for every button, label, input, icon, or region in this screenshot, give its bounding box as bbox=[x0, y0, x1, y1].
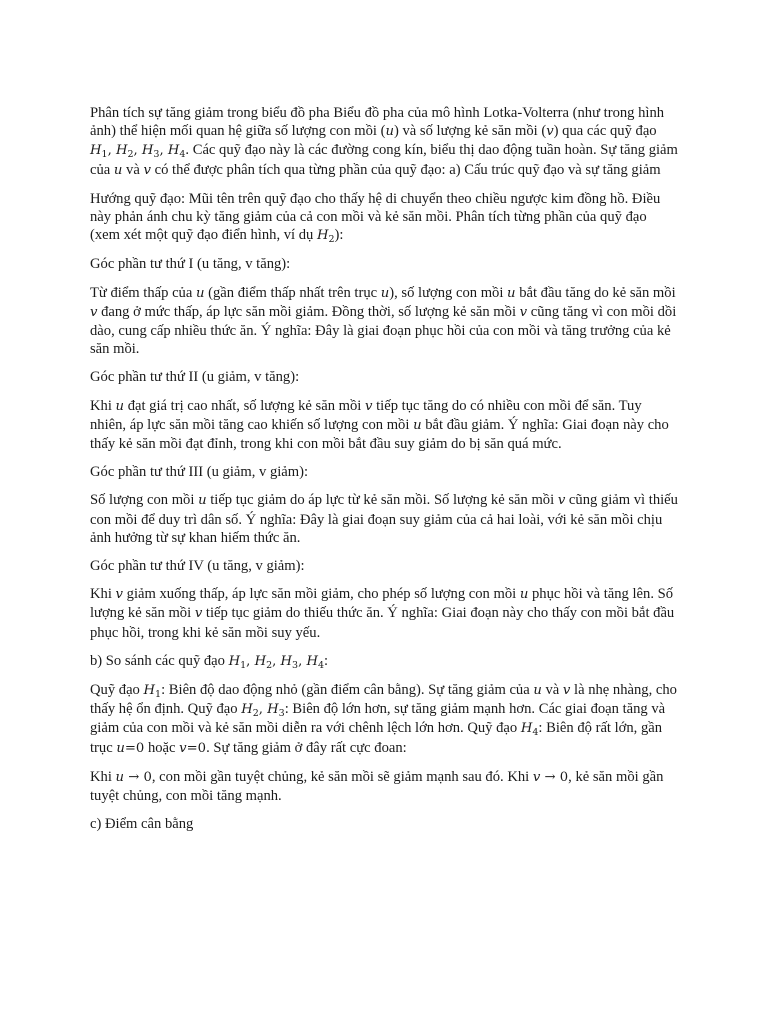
heading-equilibrium: c) Điểm cân bằng bbox=[90, 816, 194, 833]
heading-quadrant-4: Góc phần tư thứ IV (u tăng, v giảm): bbox=[90, 558, 305, 575]
math-v-to-0: v → 0 bbox=[532, 769, 569, 785]
math-v: v bbox=[519, 304, 528, 320]
paragraph-quadrant-3: Số lượng con mồi u tiếp tục giảm do áp lực từ kẻ săn mồi. Số lượng kẻ săn mồi v cũng giảm vì thiếu con mồi để duy trì dân số. Ý nghĩa: Đây là giai đoạn suy giảm của cả hai loài, với kẻ săn mồi chịu ảnh hưởng từ sự khan hiếm thức ăn. bbox=[90, 492, 678, 546]
math-u: u bbox=[385, 124, 394, 140]
math-u: u bbox=[413, 417, 422, 433]
paragraph-quadrant-2: Khi u đạt giá trị cao nhất, số lượng kẻ săn mồi v tiếp tục tăng do có nhiều con mồi để săn. Tuy nhiên, áp lực săn mồi tăng cao khiến số lượng con mồi u bắt đầu giảm. Ý nghĩa: Giai đoạn này cho thấy kẻ săn mồi đạt đỉnh, trong khi con mồi bắt đầu suy giảm do bị săn quá mức. bbox=[90, 397, 669, 453]
math-h3: $H_3$ bbox=[280, 653, 299, 671]
paragraph-intro: Phân tích sự tăng giảm trong biểu đồ pha Biểu đồ pha của mô hình Lotka-Volterra (như trong hình ảnh) thể hiện mối quan hệ giữa số lượng con mồi (u) và số lượng kẻ săn mồi (v) qua các quỹ đạo $H_1$, $H_2$, $H_3$, $H_4$. Các quỹ đạo này là các đường cong kín, biểu thị dao động tuần hoàn. Sự tăng giảm của u và v có thể được phân tích qua từng phần của quỹ đạo: a) Cấu trúc quỹ đạo và sự tăng giảm bbox=[90, 105, 678, 178]
math-h2: $H_2$ bbox=[254, 653, 273, 671]
paragraph-quadrant-1: Từ điểm thấp của u (gần điểm thấp nhất trên trục u), số lượng con mồi u bắt đầu tăng do kẻ săn mồi v đang ở mức thấp, áp lực săn mồi giảm. Đồng thời, số lượng kẻ săn mồi v cũng tăng vì con mồi dồi dào, cung cấp nhiều thức ăn. Ý nghĩa: Đây là giai đoạn phục hồi của con mồi và tăng trưởng của kẻ săn mồi. bbox=[90, 284, 677, 358]
math-h2: $H_2$ bbox=[241, 702, 259, 720]
math-h4: $H_4$ bbox=[167, 143, 186, 161]
heading-compare-orbits: b) So sánh các quỹ đạo $H_1$, $H_2$, $H_3$, $H_4$: bbox=[90, 652, 329, 671]
math-h2: $H_2$ bbox=[115, 143, 134, 161]
math-u-eq-0: u=0 bbox=[116, 740, 145, 756]
math-h3: $H_3$ bbox=[267, 702, 285, 720]
math-v: v bbox=[546, 124, 554, 140]
math-v: v bbox=[365, 398, 373, 414]
math-v: v bbox=[143, 162, 151, 178]
math-u: u bbox=[507, 285, 516, 301]
heading-quadrant-3: Góc phần tư thứ III (u giảm, v giảm): bbox=[90, 464, 309, 481]
math-v: v bbox=[562, 683, 571, 699]
math-v: v bbox=[115, 587, 123, 603]
math-u: u bbox=[198, 493, 207, 509]
math-h1: $H_1$ bbox=[90, 143, 108, 161]
math-h4: $H_4$ bbox=[306, 653, 325, 671]
paragraph-orbit-direction: Hướng quỹ đạo: Mũi tên trên quỹ đạo cho thấy hệ di chuyển theo chiều ngược kim đồng hồ. Điều này phản ánh chu kỳ tăng giảm của cả con mồi và kẻ săn mồi. Phân tích từng phần của quỹ đạo (xem xét một quỹ đạo điển hình, ví dụ $H_2$): bbox=[90, 190, 661, 246]
math-h4: $H_4$ bbox=[520, 721, 539, 739]
math-h3: $H_3$ bbox=[141, 143, 160, 161]
paragraph-extinction: Khi u → 0, con mồi gần tuyệt chủng, kẻ săn mồi sẽ giảm mạnh sau đó. Khi v → 0, kẻ săn mồi gần tuyệt chủng, con mồi tăng mạnh. bbox=[90, 768, 664, 805]
math-v: v bbox=[90, 304, 98, 320]
math-u: u bbox=[115, 398, 125, 414]
math-h1: $H_1$ bbox=[228, 653, 247, 671]
math-u: u bbox=[113, 162, 123, 178]
math-v: v bbox=[557, 493, 566, 509]
math-u: u bbox=[533, 683, 542, 699]
math-u: u bbox=[519, 587, 529, 603]
math-u: u bbox=[195, 285, 205, 301]
document-body bbox=[90, 104, 678, 844]
math-u: u bbox=[380, 285, 390, 301]
heading-quadrant-2: Góc phần tư thứ II (u giảm, v tăng): bbox=[90, 369, 300, 386]
paragraph-compare-orbits: Quỹ đạo $H_1$: Biên độ dao động nhỏ (gần điểm cân bằng). Sự tăng giảm của u và v là nhẹ nhàng, cho thấy hệ ổn định. Quỹ đạo $H_2$, $H_3$: Biên độ lớn hơn, sự tăng giảm mạnh hơn. Các giai đoạn tăng và giảm của con mồi và kẻ săn mồi diễn ra với chênh lệch lớn hơn. Quỹ đạo $H_4$: Biên độ rất lớn, gần trục u=0 hoặc v=0. Sự tăng giảm ở đây rất cực đoan: bbox=[90, 682, 677, 756]
math-h2: $H_2$ bbox=[316, 228, 335, 246]
math-v: v bbox=[194, 606, 203, 622]
heading-quadrant-1: Góc phần tư thứ I (u tăng, v tăng): bbox=[90, 256, 291, 273]
math-v-eq-0: v=0 bbox=[179, 740, 207, 756]
math-u-to-0: u → 0 bbox=[115, 769, 152, 785]
math-h1: $H_1$ bbox=[143, 683, 162, 701]
paragraph-quadrant-4: Khi v giảm xuống thấp, áp lực săn mồi giảm, cho phép số lượng con mồi u phục hồi và tăng lên. Số lượng kẻ săn mồi v tiếp tục giảm do thiếu thức ăn. Ý nghĩa: Giai đoạn này cho thấy con mồi bắt đầu phục hồi, trong khi kẻ săn mồi suy yếu. bbox=[90, 586, 675, 641]
